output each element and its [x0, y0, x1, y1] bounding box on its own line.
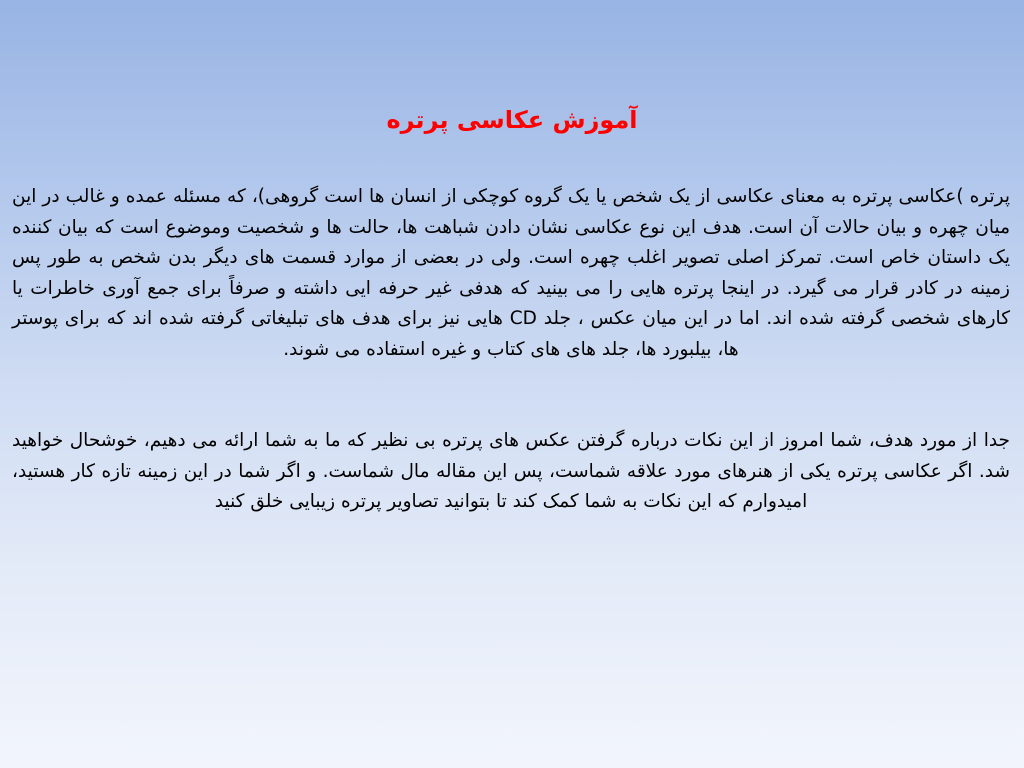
paragraph-tips-intro: جدا از مورد هدف، شما امروز از این نکات درباره گرفتن عکس های پرتره بی نظیر که ما به شما ارائه می دهیم، خوشحال خواهید شد. اگر عکاسی پرتره یکی از هنرهای مورد علاقه شماست، پس این مقاله مال شماست. و اگر شما در این زمینه تازه کار هستید، امیدوارم که این نکات به شما کمک کند تا بتوانید تصاویر پرتره زیبایی خلق کنید	[12, 430, 1010, 512]
paragraph-portrait-definition: پرتره )عکاسی پرتره به معنای عکاسی از یک شخص یا یک گروه کوچکی از انسان ها است گروهی)، که مسئله عمده و غالب در این میان چهره و بیان حالات آن است. هدف این نوع عکاسی نشان دادن شباهت ها، حالت ها و شخصیت وموضوع است که بیان کننده یک داستان خاص است. تمرکز اصلی تصویر اغلب چهره است. ولی در بعضی از موارد قسمت های دیگر بدن شخص به طور پس زمینه در کادر قرار می گیرد. در اینجا پرتره هایی را می بینید که هدفی غیر حرفه ایی داشته و صرفاً برای جمع آوری خاطرات یا کارهای شخصی گرفته شده اند. اما در این میان عکس ، جلد CD هایی نیز برای هدف های تبلیغاتی گرفته شده اند که برای پوستر ها، بیلبورد ها، جلد های های کتاب و غیره استفاده می شوند.	[12, 186, 1010, 360]
slide-title: آموزش عکاسی پرتره	[386, 106, 638, 134]
paragraph-spacer	[12, 365, 1010, 426]
slide-body	[12, 182, 1010, 518]
